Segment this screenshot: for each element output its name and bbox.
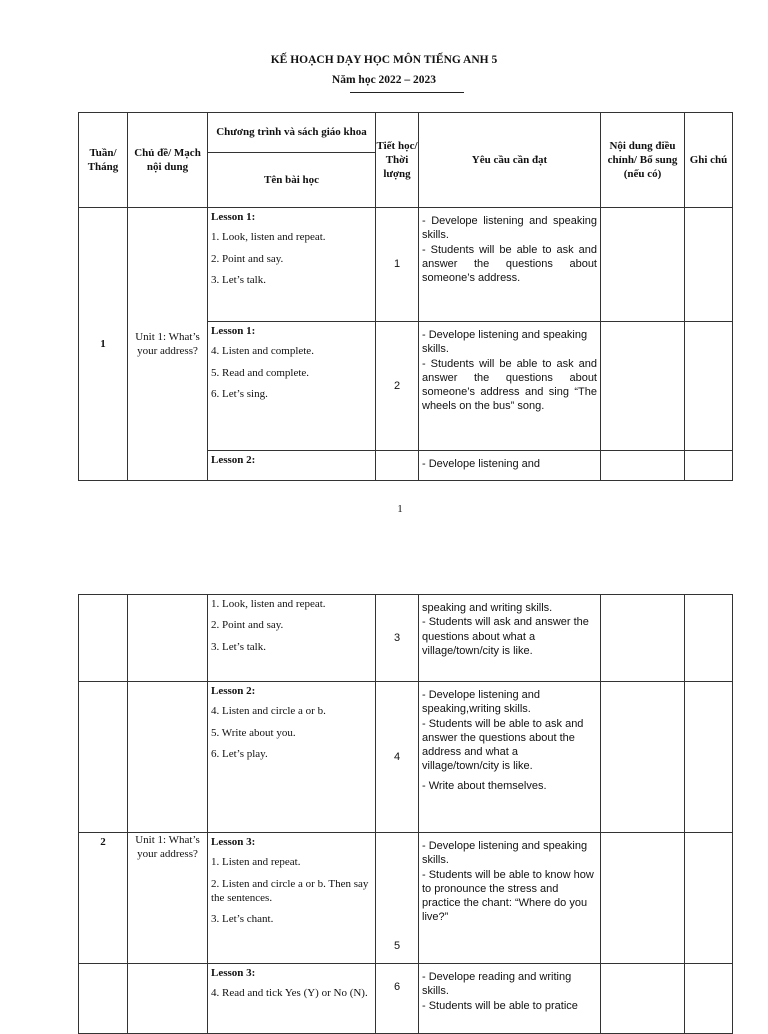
header-period: Tiết học/ Thời lượng [376, 113, 419, 208]
lesson-cell [208, 208, 376, 322]
table-row [79, 682, 733, 833]
header-week: Tuần/ Tháng [79, 113, 128, 208]
lesson-plan-table-page-2 [78, 594, 733, 1034]
lesson-item: 6. Let’s play. [211, 747, 268, 760]
requirement-line: - Develope listening and [422, 458, 541, 470]
lesson-item: 2. Listen and circle a or b. Then say the sentences. [211, 877, 369, 904]
period-cell: 1 [376, 208, 419, 322]
lesson-item: 6. Let’s sing. [211, 387, 268, 400]
period-cell [376, 451, 419, 481]
requirement-line: - Write about themselves. [422, 779, 547, 792]
lesson-item: 5. Read and complete. [211, 366, 310, 379]
lesson-title: Lesson 3: [211, 967, 256, 979]
lesson-item: 1. Look, listen and repeat. [211, 598, 326, 610]
note-cell [685, 595, 733, 682]
requirement-line: - Students will be able to know how to pronounce the stress and practice the chant: “Where do you live?” [422, 868, 594, 924]
title-underline [350, 92, 464, 93]
week-cell: 2 [79, 833, 128, 964]
lesson-plan-table-page-1 [78, 112, 733, 481]
topic-cell [128, 595, 208, 682]
week-cell: 1 [79, 208, 128, 481]
week-cell [79, 595, 128, 682]
requirement-line: - Students will be able to ask and answer the questions about someone’s address. [422, 243, 597, 285]
lesson-title: Lesson 2: [211, 454, 256, 466]
lesson-item: 3. Let’s chant. [211, 913, 274, 926]
lesson-item: 2. Point and say. [211, 619, 284, 632]
header-note: Ghi chú [685, 113, 733, 208]
header-requirements: Yêu cầu cần đạt [419, 113, 601, 208]
week-cell [79, 964, 128, 1034]
note-cell [685, 964, 733, 1034]
requirement-line: speaking and writing skills. [422, 602, 553, 614]
period-cell: 2 [376, 322, 419, 451]
lesson-item: 1. Look, listen and repeat. [211, 231, 326, 244]
lesson-item: 1. Listen and repeat. [211, 856, 301, 869]
topic-cell [128, 682, 208, 833]
table-row [79, 833, 733, 964]
requirement-line: - Students will be able to ask and answer the questions about someone’s address and sing “The wheels on the bus” song. [422, 357, 597, 413]
adjust-cell [601, 451, 685, 481]
note-cell [685, 451, 733, 481]
lesson-cell [208, 595, 376, 682]
lesson-cell [208, 682, 376, 833]
note-cell [685, 833, 733, 964]
requirement-cell [419, 964, 601, 1034]
page-number: 1 [397, 503, 403, 515]
week-cell [79, 682, 128, 833]
period-cell: 6 [376, 964, 419, 1034]
adjust-cell [601, 682, 685, 833]
period-cell: 5 [376, 833, 419, 964]
lesson-item: 4. Read and tick Yes (Y) or No (N). [211, 987, 368, 1000]
requirement-cell [419, 682, 601, 833]
header-program: Chương trình và sách giáo khoa [208, 113, 376, 153]
requirement-cell [419, 833, 601, 964]
lesson-item: 2. Point and say. [211, 252, 284, 265]
note-cell [685, 682, 733, 833]
topic-cell: Unit 1: What’s your address? [128, 833, 208, 964]
topic-cell [128, 964, 208, 1034]
requirement-line: - Develope listening and speaking skills. [422, 215, 597, 242]
adjust-cell [601, 833, 685, 964]
lesson-cell [208, 964, 376, 1034]
period-cell: 4 [376, 682, 419, 833]
header-topic: Chủ đề/ Mạch nội dung [128, 113, 208, 208]
requirement-cell [419, 595, 601, 682]
requirement-cell [419, 322, 601, 451]
table-row [79, 964, 733, 1034]
lesson-cell [208, 451, 376, 481]
document-title: KẾ HOẠCH DẠY HỌC MÔN TIẾNG ANH 5 [270, 54, 498, 66]
adjust-cell [601, 964, 685, 1034]
lesson-item: 3. Let’s talk. [211, 273, 266, 286]
adjust-cell [601, 322, 685, 451]
adjust-cell [601, 595, 685, 682]
topic-cell: Unit 1: What’s your address? [128, 208, 208, 481]
lesson-cell [208, 322, 376, 451]
table-row [79, 208, 733, 322]
lesson-item: 3. Let’s talk. [211, 640, 266, 653]
lesson-title: Lesson 3: [211, 836, 256, 848]
table-row [79, 595, 733, 682]
adjust-cell [601, 208, 685, 322]
requirement-line: - Students will be able to pratice [422, 999, 578, 1012]
period-cell: 3 [376, 595, 419, 682]
lesson-cell [208, 833, 376, 964]
requirement-cell [419, 451, 601, 481]
lesson-title: Lesson 1: [211, 325, 256, 337]
header-adjust: Nội dung điều chỉnh/ Bổ sung (nếu có) [601, 113, 685, 208]
lesson-item: 5. Write about you. [211, 726, 296, 739]
note-cell [685, 322, 733, 451]
requirement-line: - Develope reading and writing skills. [422, 971, 572, 998]
requirement-line: - Develope listening and speaking skills. [422, 329, 588, 356]
school-year: Năm học 2022 – 2023 [331, 74, 437, 86]
requirement-line: - Develope listening and speaking skills. [422, 840, 588, 867]
requirement-line: - Students will ask and answer the questions about what a village/town/city is like. [422, 616, 589, 657]
header-lesson-name: Tên bài học [208, 153, 376, 208]
requirement-line: - Develope listening and speaking,writing skills. [422, 689, 541, 716]
requirement-line: - Students will be able to ask and answer the questions about the address and what a village/town/city is like. [422, 717, 584, 773]
lesson-item: 4. Listen and circle a or b. [211, 705, 326, 718]
requirement-cell [419, 208, 601, 322]
lesson-title: Lesson 1: [211, 211, 256, 223]
lesson-item: 4. Listen and complete. [211, 345, 314, 358]
lesson-title: Lesson 2: [211, 685, 256, 697]
note-cell [685, 208, 733, 322]
